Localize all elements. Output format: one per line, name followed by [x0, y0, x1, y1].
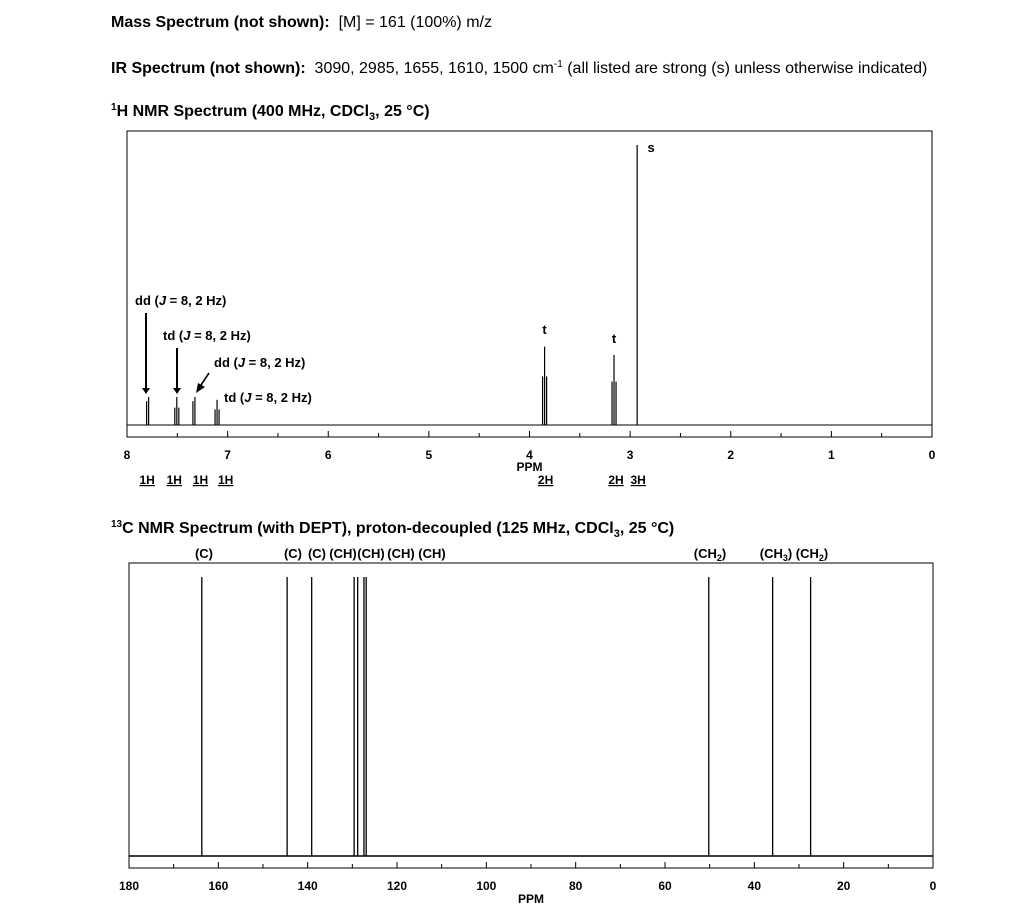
- h-nmr-integration-4: 2H: [537, 473, 554, 487]
- h-nmr-integration-2: 1H: [192, 473, 209, 487]
- c-nmr-tick-label-40: 40: [747, 879, 762, 893]
- h-nmr-tick-label-5: 5: [425, 448, 433, 462]
- mass-spectrum-label: Mass Spectrum (not shown):: [111, 14, 330, 31]
- h-nmr-annotation-5: t: [611, 331, 617, 346]
- h-nmr-integration-1: 1H: [166, 473, 182, 487]
- h-nmr-annotation-6: s: [647, 140, 655, 155]
- h-nmr-tick-label-1: 1: [828, 448, 835, 462]
- h-nmr-arrowhead-2: [196, 383, 205, 393]
- h-nmr-tick-label-2: 2: [727, 448, 735, 462]
- h-nmr-arrowhead-1: [173, 388, 181, 394]
- ir-spectrum-label: IR Spectrum (not shown):: [111, 60, 306, 77]
- c-nmr-title: $^{13}$C NMR Spectrum (with DEPT), proton-decoupled (125 MHz, CDCl3, 25 °C): [111, 519, 675, 540]
- c-nmr-dept-label-3: (CH): [329, 546, 357, 561]
- c-nmr-dept-label-6: (CH): [418, 546, 446, 561]
- h-nmr-tick-label-7: 7: [224, 448, 231, 462]
- h-nmr-tick-label-4: 4: [526, 448, 533, 462]
- c-nmr-dept-label-7: $(CH_2)$: [693, 546, 727, 563]
- h-nmr-integration-6: 3H: [630, 473, 646, 487]
- c-nmr-tick-label-160: 160: [208, 879, 229, 893]
- h-nmr-annotation-1: td (J = 8, 2 Hz): [163, 328, 251, 343]
- c-nmr-plot-frame: [129, 563, 933, 868]
- c-nmr-dept-label-1: (C): [283, 546, 303, 561]
- h-nmr-integration-3: 1H: [217, 473, 234, 487]
- c-nmr-dept-label-4: (CH): [357, 546, 385, 561]
- c-nmr-tick-label-20: 20: [836, 879, 851, 893]
- c-nmr-tick-label-140: 140: [297, 879, 318, 893]
- h-nmr-tick-label-8: 8: [123, 448, 131, 462]
- c-nmr-axis-label: PPM: [517, 892, 545, 906]
- h-nmr-integration-5: 2H: [608, 473, 624, 487]
- h-nmr-tick-label-0: 0: [928, 448, 936, 462]
- mass-spectrum-value: [M] = 161 (100%) m/z: [338, 14, 492, 31]
- h-nmr-annotation-0: dd (J = 8, 2 Hz): [135, 293, 227, 308]
- c-nmr-tick-label-0: 0: [929, 879, 937, 893]
- h-nmr-arrowhead-0: [142, 388, 150, 394]
- h-nmr-annotation-4: t: [542, 322, 547, 337]
- h-nmr-arrow-2: [201, 373, 209, 385]
- h-nmr-integration-0: 1H: [139, 473, 155, 487]
- c-nmr-dept-label-2: (C): [307, 546, 327, 561]
- h-nmr-title: $^1$H NMR Spectrum (400 MHz, CDCl3, 25 °C): [111, 102, 430, 123]
- c-nmr-dept-label-5: (CH): [387, 546, 415, 561]
- c-nmr-tick-label-180: 180: [118, 879, 140, 893]
- c-nmr-tick-label-60: 60: [658, 879, 672, 893]
- c-nmr-tick-label-100: 100: [476, 879, 497, 893]
- c-nmr-dept-label-8: $(CH_3)$: [759, 546, 793, 563]
- h-nmr-axis-label: PPM: [516, 460, 543, 474]
- h-nmr-annotation-3: td (J = 8, 2 Hz): [224, 390, 312, 405]
- c-nmr-dept-label-9: $(CH_2)$: [795, 546, 829, 563]
- c-nmr-dept-label-0: (C): [194, 546, 214, 561]
- h-nmr-tick-label-6: 6: [324, 448, 332, 462]
- h-nmr-tick-label-3: 3: [626, 448, 634, 462]
- ir-spectrum-value: 3090, 2985, 1655, 1610, 1500 $cm^{-1}$ (all listed are strong (s) unless otherwise indicated): [314, 59, 928, 77]
- c-nmr-tick-label-120: 120: [386, 879, 408, 893]
- h-nmr-annotation-2: dd (J = 8, 2 Hz): [214, 355, 306, 370]
- c-nmr-tick-label-80: 80: [568, 879, 583, 893]
